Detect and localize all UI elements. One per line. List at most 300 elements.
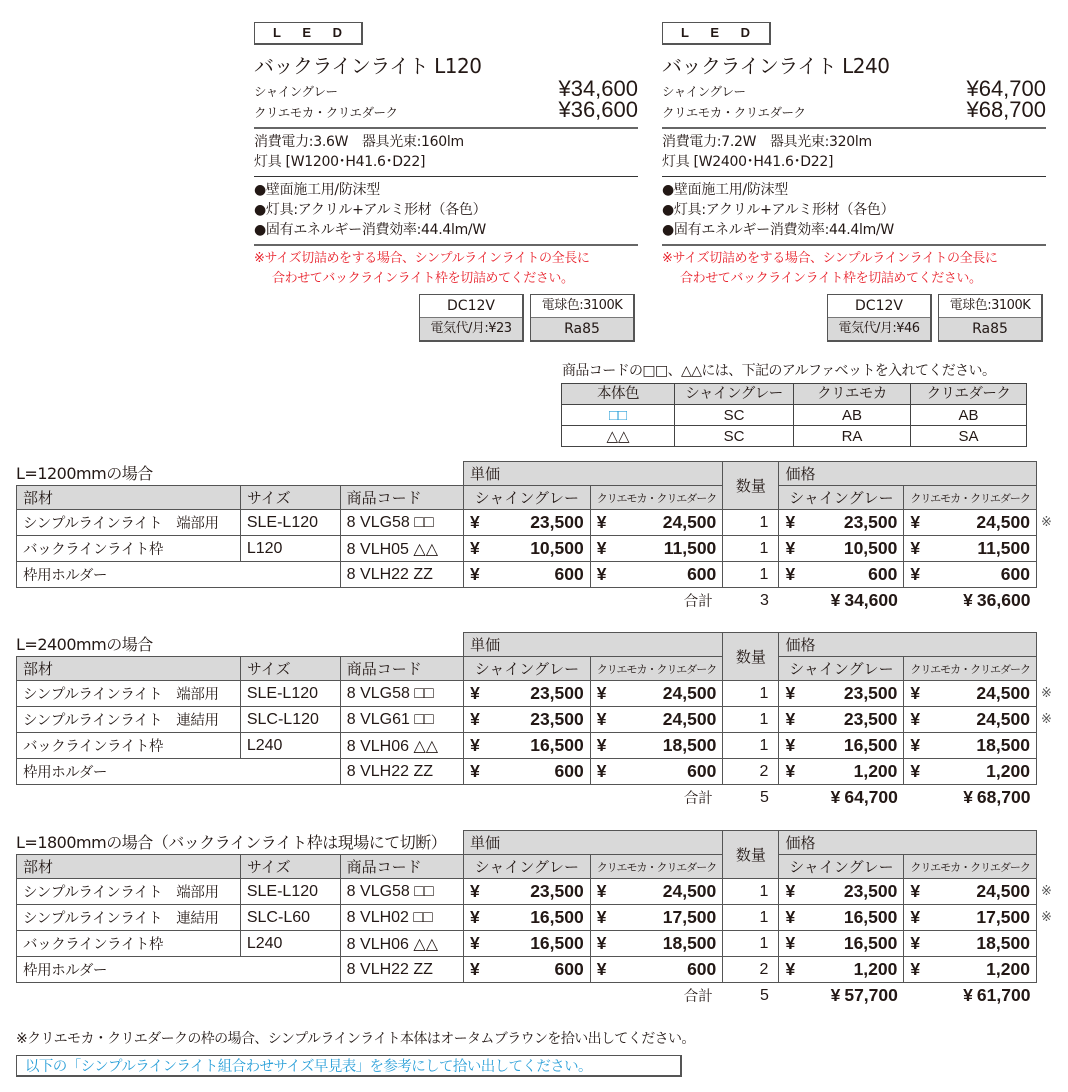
yen-sign: ¥ — [910, 538, 921, 558]
part-header: 部材 — [17, 657, 241, 681]
unit-price-crie — [590, 957, 723, 983]
yen-sign: ¥ — [596, 881, 607, 901]
amount: 16,500 — [843, 735, 898, 755]
price-row-crie — [662, 97, 1046, 122]
spacer — [1036, 588, 1065, 614]
amount: 16,500 — [843, 933, 898, 953]
unit-price-shine-gray — [464, 510, 591, 536]
unit-price-crie — [590, 536, 723, 562]
product-code: 8 VLH22 ZZ — [340, 759, 463, 785]
quantity: 1 — [723, 681, 779, 707]
unit-price-shine-gray — [464, 879, 591, 905]
yen-sign: ¥ — [596, 538, 607, 558]
unit-price-shine-gray — [464, 905, 591, 931]
header-cell: クリエモカ — [794, 384, 911, 405]
header-cell: 本体色 — [562, 384, 675, 405]
price-header: 価格 — [779, 633, 1037, 657]
amount: 24,500 — [976, 881, 1030, 901]
unit-crie-header: クリエモカ・クリエダーク — [590, 855, 723, 879]
spacer — [1036, 462, 1065, 486]
price-shine-gray — [779, 931, 904, 957]
yen-sign: ¥ — [470, 761, 480, 781]
note-mark: ※ — [1040, 884, 1052, 899]
unit-price-shine-gray — [464, 707, 591, 733]
price-shine-gray-header: シャイングレー — [779, 657, 904, 681]
note-mark: ※ — [1040, 686, 1052, 701]
table-row — [17, 510, 1066, 536]
price-crie — [904, 681, 1037, 707]
size: SLC-L60 — [240, 905, 340, 931]
part-header: 部材 — [17, 855, 241, 879]
total-shine-gray — [779, 588, 904, 614]
price-crie-header: クリエモカ・クリエダーク — [904, 486, 1037, 510]
amount: 1,200 — [853, 761, 898, 781]
amount: 600 — [687, 564, 717, 584]
spacer — [1036, 855, 1065, 879]
part-name: バックラインライト枠 — [17, 931, 241, 957]
amount: 1,200 — [986, 959, 1030, 979]
size: SLC-L120 — [240, 707, 340, 733]
feature-item: ●固有エネルギー消費効率:44.4lm/W — [254, 222, 486, 238]
yen-sign: ¥ — [830, 787, 841, 808]
yen-sign: ¥ — [910, 564, 921, 584]
quantity: 1 — [723, 905, 779, 931]
amount: 61,700 — [976, 985, 1031, 1006]
note-mark — [1036, 759, 1065, 785]
yen-sign: ¥ — [470, 564, 480, 584]
amount: 16,500 — [843, 907, 898, 927]
quantity-header: 数量 — [723, 831, 779, 879]
product-code: 8 VLG61 □□ — [340, 707, 463, 733]
spec-boxes-l240 — [827, 294, 1043, 342]
yen-sign: ¥ — [596, 761, 607, 781]
code-table-row — [562, 426, 1027, 447]
size: L240 — [240, 733, 340, 759]
part-name: シンプルラインライト 端部用 — [17, 879, 241, 905]
unit-price-crie — [590, 510, 723, 536]
footer-note: ※クリエモカ・クリエダークの枠の場合、シンプルラインライト本体はオータムブラウンを拾い出してください。 — [16, 1031, 695, 1047]
feature-item: ●壁面施工用/防沫型 — [662, 182, 788, 198]
code-cell: AB — [911, 405, 1027, 426]
yen-sign: ¥ — [470, 735, 480, 755]
table-row — [17, 957, 1066, 983]
part-name: シンプルラインライト 端部用 — [17, 681, 241, 707]
table-row — [17, 707, 1066, 733]
total-quantity: 3 — [760, 591, 769, 609]
total-quantity: 5 — [760, 788, 769, 806]
unit-crie-header: クリエモカ・クリエダーク — [590, 657, 723, 681]
divider — [254, 244, 638, 246]
amount: 23,500 — [530, 683, 584, 703]
amount: 23,500 — [530, 512, 584, 532]
header-cell: クリエダーク — [911, 384, 1027, 405]
quantity: 2 — [723, 957, 779, 983]
price-crie — [904, 510, 1037, 536]
price-shine-gray — [779, 707, 904, 733]
size: SLE-L120 — [240, 510, 340, 536]
product-code: 8 VLH06 △△ — [340, 733, 463, 759]
part-name: 枠用ホルダー — [17, 759, 341, 785]
monthly-cost: 電気代/月:¥46 — [828, 317, 930, 340]
price-shine-gray — [779, 905, 904, 931]
section-title: L=1800mmの場合（バックラインライト枠は現場にて切断） — [16, 833, 447, 852]
price-shine-gray — [779, 510, 904, 536]
cutting-note-line2: 合わせてバックラインライト枠を切詰めてください。 — [680, 271, 982, 286]
product-code: 8 VLG58 □□ — [340, 681, 463, 707]
yen-sign: ¥ — [470, 907, 480, 927]
quantity: 1 — [723, 879, 779, 905]
yen-sign: ¥ — [785, 735, 796, 755]
header-cell: シャイングレー — [675, 384, 794, 405]
price-row-crie — [254, 97, 638, 122]
amount: 64,700 — [844, 787, 898, 808]
divider — [662, 244, 1046, 246]
code-cell: SA — [911, 426, 1027, 447]
price-header: 価格 — [779, 462, 1037, 486]
price-crie — [904, 536, 1037, 562]
note-mark: ※ — [1040, 712, 1052, 727]
amount: 24,500 — [662, 709, 717, 729]
code-header: 商品コード — [340, 486, 463, 510]
amount: 11,500 — [663, 538, 717, 558]
code-header: 商品コード — [340, 855, 463, 879]
amount: 17,500 — [976, 907, 1030, 927]
yen-sign: ¥ — [785, 709, 796, 729]
note-mark: ※ — [1040, 515, 1052, 530]
size: L120 — [240, 536, 340, 562]
color-label: クリエモカ・クリエダーク — [254, 105, 398, 120]
unit-price-crie — [590, 759, 723, 785]
yen-sign: ¥ — [963, 787, 973, 808]
amount: 1,200 — [853, 959, 898, 979]
amount: 600 — [554, 564, 584, 584]
product-code: 8 VLG58 □□ — [340, 879, 463, 905]
amount: 23,500 — [843, 512, 898, 532]
total-row — [17, 588, 1066, 614]
feature-item: ●壁面施工用/防沫型 — [254, 182, 380, 198]
code-table-caption: 商品コードの□□、△△には、下記のアルファベットを入れてください。 — [562, 363, 996, 379]
spec-boxes-l120 — [419, 294, 635, 342]
yen-sign: ¥ — [470, 933, 480, 953]
price-crie-header: クリエモカ・クリエダーク — [904, 657, 1037, 681]
spacer — [1036, 486, 1065, 510]
header-row-columns — [17, 486, 1066, 510]
yen-sign: ¥ — [910, 735, 921, 755]
price-value: ¥34,600 — [558, 76, 638, 101]
price-crie — [904, 707, 1037, 733]
amount: 18,500 — [976, 735, 1030, 755]
quantity: 1 — [723, 733, 779, 759]
size-chart-reference[interactable]: 以下の「シンプルラインライト組合わせサイズ早見表」を参考にして拾い出してください。 — [16, 1055, 682, 1077]
unit-shine-gray-header: シャイングレー — [464, 486, 591, 510]
yen-sign: ¥ — [470, 538, 480, 558]
unit-price-header: 単価 — [464, 462, 723, 486]
section-title: L=2400mmの場合 — [16, 635, 153, 654]
yen-sign: ¥ — [596, 959, 607, 979]
header-spacer — [17, 633, 464, 657]
amount: 10,500 — [530, 538, 584, 558]
part-name: シンプルラインライト 連結用 — [17, 707, 241, 733]
part-name: バックラインライト枠 — [17, 733, 241, 759]
price-value: ¥64,700 — [966, 76, 1046, 101]
voltage: DC12V — [855, 298, 903, 314]
yen-sign: ¥ — [470, 512, 480, 532]
yen-sign: ¥ — [963, 985, 973, 1006]
unit-price-shine-gray — [464, 957, 591, 983]
amount: 600 — [868, 564, 898, 584]
yen-sign: ¥ — [785, 907, 796, 927]
part-name: 枠用ホルダー — [17, 562, 341, 588]
yen-sign: ¥ — [963, 590, 973, 611]
yen-sign: ¥ — [596, 933, 607, 953]
yen-sign: ¥ — [910, 959, 921, 979]
unit-price-shine-gray — [464, 931, 591, 957]
unit-price-crie — [590, 707, 723, 733]
part-name: バックラインライト枠 — [17, 536, 241, 562]
product-card-l120 — [254, 22, 638, 289]
color-temp-box — [530, 294, 635, 342]
yen-sign: ¥ — [470, 709, 480, 729]
header-spacer — [17, 462, 464, 486]
yen-sign: ¥ — [910, 709, 921, 729]
yen-sign: ¥ — [470, 881, 480, 901]
table-row — [17, 681, 1066, 707]
size: SLE-L120 — [240, 681, 340, 707]
yen-sign: ¥ — [785, 683, 796, 703]
price-crie — [904, 879, 1037, 905]
part-header: 部材 — [17, 486, 241, 510]
header-row-columns — [17, 855, 1066, 879]
code-cell: SC — [675, 405, 794, 426]
amount: 57,700 — [844, 985, 898, 1006]
note-mark — [1036, 733, 1065, 759]
monthly-cost: 電気代/月:¥23 — [420, 317, 522, 340]
color-temp: 電球色:3100K — [541, 298, 623, 313]
yen-sign: ¥ — [910, 512, 921, 532]
divider — [662, 127, 1046, 129]
spacer — [1036, 657, 1065, 681]
code-cell: RA — [794, 426, 911, 447]
size: SLE-L120 — [240, 879, 340, 905]
amount: 68,700 — [976, 787, 1031, 808]
yen-sign: ¥ — [785, 538, 796, 558]
table-row — [17, 879, 1066, 905]
note-mark — [1036, 536, 1065, 562]
yen-sign: ¥ — [596, 512, 607, 532]
divider — [254, 176, 638, 177]
amount: 600 — [554, 959, 584, 979]
price-table — [16, 461, 1066, 614]
size: L240 — [240, 931, 340, 957]
product-code: 8 VLH05 △△ — [340, 536, 463, 562]
quantity-header: 数量 — [723, 633, 779, 681]
section-title: L=1200mmの場合 — [16, 464, 153, 483]
amount: 36,600 — [976, 590, 1031, 611]
placeholder-symbol: □□ — [562, 405, 675, 426]
amount: 23,500 — [843, 709, 898, 729]
voltage-box — [419, 294, 524, 342]
quantity: 1 — [723, 510, 779, 536]
amount: 10,500 — [843, 538, 898, 558]
feature-item: ●灯具:アクリル+アルミ形材（各色） — [662, 202, 895, 218]
part-name: シンプルラインライト 端部用 — [17, 510, 241, 536]
unit-price-header: 単価 — [464, 831, 723, 855]
amount: 18,500 — [976, 933, 1030, 953]
unit-price-crie — [590, 931, 723, 957]
yen-sign: ¥ — [785, 761, 796, 781]
unit-price-shine-gray — [464, 536, 591, 562]
total-label: 合計 — [683, 791, 713, 808]
unit-price-crie — [590, 681, 723, 707]
amount: 1,200 — [986, 761, 1030, 781]
yen-sign: ¥ — [596, 683, 607, 703]
amount: 600 — [687, 761, 717, 781]
spacer — [1036, 785, 1065, 811]
amount: 18,500 — [662, 933, 717, 953]
voltage: DC12V — [447, 298, 495, 314]
unit-price-crie — [590, 562, 723, 588]
unit-price-crie — [590, 879, 723, 905]
code-cell: SC — [675, 426, 794, 447]
price-header: 価格 — [779, 831, 1037, 855]
cutting-note-line2: 合わせてバックラインライト枠を切詰めてください。 — [272, 271, 574, 286]
yen-sign: ¥ — [830, 590, 841, 611]
header-row-columns — [17, 657, 1066, 681]
header-row-group — [17, 462, 1066, 486]
total-crie — [904, 983, 1037, 1009]
price-crie — [904, 957, 1037, 983]
divider — [662, 176, 1046, 177]
amount: 23,500 — [530, 709, 584, 729]
quantity: 1 — [723, 536, 779, 562]
spacer — [1036, 831, 1065, 855]
product-code: 8 VLH06 △△ — [340, 931, 463, 957]
price-crie — [904, 905, 1037, 931]
voltage-box — [827, 294, 932, 342]
unit-crie-header: クリエモカ・クリエダーク — [590, 486, 723, 510]
note-mark — [1036, 931, 1065, 957]
price-value: ¥68,700 — [966, 97, 1046, 122]
header-spacer — [17, 831, 464, 855]
table-row — [17, 759, 1066, 785]
table-row — [17, 905, 1066, 931]
product-card-l240 — [662, 22, 1046, 289]
note-mark — [1036, 562, 1065, 588]
ra-value: Ra85 — [939, 317, 1041, 340]
spec-dimensions: 灯具 [W2400･H41.6･D22] — [662, 154, 834, 170]
yen-sign: ¥ — [910, 907, 921, 927]
yen-sign: ¥ — [470, 683, 480, 703]
price-shine-gray — [779, 879, 904, 905]
price-value: ¥36,600 — [558, 97, 638, 122]
price-crie — [904, 562, 1037, 588]
product-code: 8 VLH22 ZZ — [340, 957, 463, 983]
note-mark — [1036, 957, 1065, 983]
amount: 34,600 — [844, 590, 898, 611]
cutting-note-line1: ※サイズ切詰めをする場合、シンプルラインライトの全長に — [254, 251, 590, 266]
size-header: サイズ — [240, 855, 340, 879]
part-name: 枠用ホルダー — [17, 957, 341, 983]
amount: 23,500 — [530, 881, 584, 901]
spacer — [1036, 633, 1065, 657]
code-header: 商品コード — [340, 657, 463, 681]
amount: 600 — [1000, 564, 1030, 584]
color-code-table — [561, 383, 1027, 447]
total-crie — [904, 588, 1037, 614]
spacer — [1036, 983, 1065, 1009]
quantity: 1 — [723, 931, 779, 957]
amount: 24,500 — [662, 881, 717, 901]
color-label: クリエモカ・クリエダーク — [662, 105, 806, 120]
amount: 18,500 — [662, 735, 717, 755]
amount: 24,500 — [976, 709, 1030, 729]
amount: 600 — [554, 761, 584, 781]
unit-shine-gray-header: シャイングレー — [464, 855, 591, 879]
led-badge: L E D — [662, 22, 771, 45]
yen-sign: ¥ — [596, 709, 607, 729]
spec-dimensions: 灯具 [W1200･H41.6･D22] — [254, 154, 426, 170]
unit-price-shine-gray — [464, 562, 591, 588]
price-crie — [904, 733, 1037, 759]
price-table — [16, 632, 1066, 811]
table-row — [17, 733, 1066, 759]
total-label: 合計 — [683, 989, 713, 1006]
code-cell: AB — [794, 405, 911, 426]
price-crie-header: クリエモカ・クリエダーク — [904, 855, 1037, 879]
total-crie — [904, 785, 1037, 811]
price-table — [16, 830, 1066, 1009]
price-shine-gray — [779, 681, 904, 707]
yen-sign: ¥ — [830, 985, 841, 1006]
spec-power: 消費電力:7.2W 器具光束:320lm — [662, 134, 872, 150]
yen-sign: ¥ — [596, 735, 607, 755]
cutting-note — [662, 249, 1046, 289]
cutting-note-line1: ※サイズ切詰めをする場合、シンプルラインライトの全長に — [662, 251, 998, 266]
unit-price-crie — [590, 733, 723, 759]
color-label: シャイングレー — [662, 84, 746, 99]
yen-sign: ¥ — [910, 683, 921, 703]
unit-price-header: 単価 — [464, 633, 723, 657]
total-row — [17, 785, 1066, 811]
price-shine-gray-header: シャイングレー — [779, 855, 904, 879]
price-shine-gray — [779, 536, 904, 562]
color-temp-box — [938, 294, 1043, 342]
yen-sign: ¥ — [910, 761, 921, 781]
unit-price-shine-gray — [464, 759, 591, 785]
price-shine-gray — [779, 957, 904, 983]
amount: 16,500 — [530, 933, 584, 953]
total-label: 合計 — [683, 594, 713, 611]
color-label: シャイングレー — [254, 84, 338, 99]
amount: 11,500 — [977, 538, 1030, 558]
total-row — [17, 983, 1066, 1009]
table-row — [17, 931, 1066, 957]
size-header: サイズ — [240, 657, 340, 681]
yen-sign: ¥ — [785, 881, 796, 901]
yen-sign: ¥ — [785, 933, 796, 953]
amount: 24,500 — [662, 683, 717, 703]
part-name: シンプルラインライト 連結用 — [17, 905, 241, 931]
total-shine-gray — [779, 785, 904, 811]
table-row — [17, 536, 1066, 562]
placeholder-symbol: △△ — [562, 426, 675, 447]
product-title: バックラインライト L120 — [254, 54, 482, 78]
spec-power: 消費電力:3.6W 器具光束:160lm — [254, 134, 464, 150]
product-title: バックラインライト L240 — [662, 54, 890, 78]
quantity-header: 数量 — [723, 462, 779, 510]
header-row-group — [17, 831, 1066, 855]
ra-value: Ra85 — [531, 317, 633, 340]
